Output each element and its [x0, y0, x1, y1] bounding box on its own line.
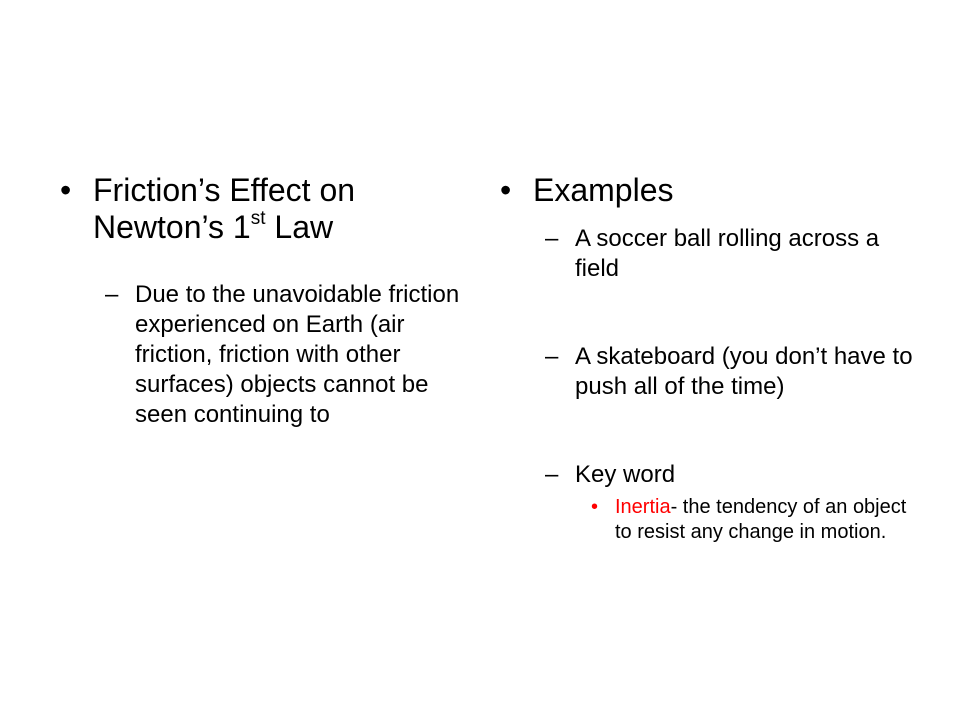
- example-item: [545, 224, 920, 284]
- bullet-icon: •: [591, 496, 599, 518]
- example-item: [545, 342, 920, 402]
- key-word-label: Key word: [575, 461, 676, 488]
- right-heading: Examples: [533, 172, 674, 208]
- example-item: [545, 460, 920, 490]
- dash-icon: –: [545, 461, 559, 488]
- left-heading-bullet: [60, 172, 460, 246]
- right-column: [500, 172, 920, 545]
- bullet-icon: •: [500, 172, 512, 208]
- keyword-definition-text: - the tendency of an object to resist any change in motion.: [615, 496, 907, 543]
- dash-icon: –: [105, 281, 119, 308]
- bullet-icon: •: [60, 172, 72, 208]
- keyword-term: Inertia: [615, 496, 671, 518]
- left-column: [60, 172, 460, 430]
- dash-icon: –: [545, 225, 559, 252]
- left-heading: [93, 172, 460, 246]
- left-sub-item: [105, 280, 460, 430]
- keyword-definition: [615, 495, 920, 545]
- left-sub-text: Due to the unavoidable friction experienced on Earth (air friction, friction with other surfaces) objects cannot be seen continuing to: [135, 281, 460, 428]
- left-heading-main: Friction’s Effect on Newton’s 1: [93, 172, 356, 245]
- example-text: A soccer ball rolling across a field: [575, 225, 880, 282]
- right-heading-bullet: [500, 172, 920, 209]
- left-heading-superscript: st: [250, 208, 266, 230]
- left-heading-end: Law: [265, 209, 334, 245]
- keyword-definition-item: [591, 495, 920, 545]
- dash-icon: –: [545, 343, 559, 370]
- example-text: A skateboard (you don’t have to push all of the time): [575, 343, 913, 400]
